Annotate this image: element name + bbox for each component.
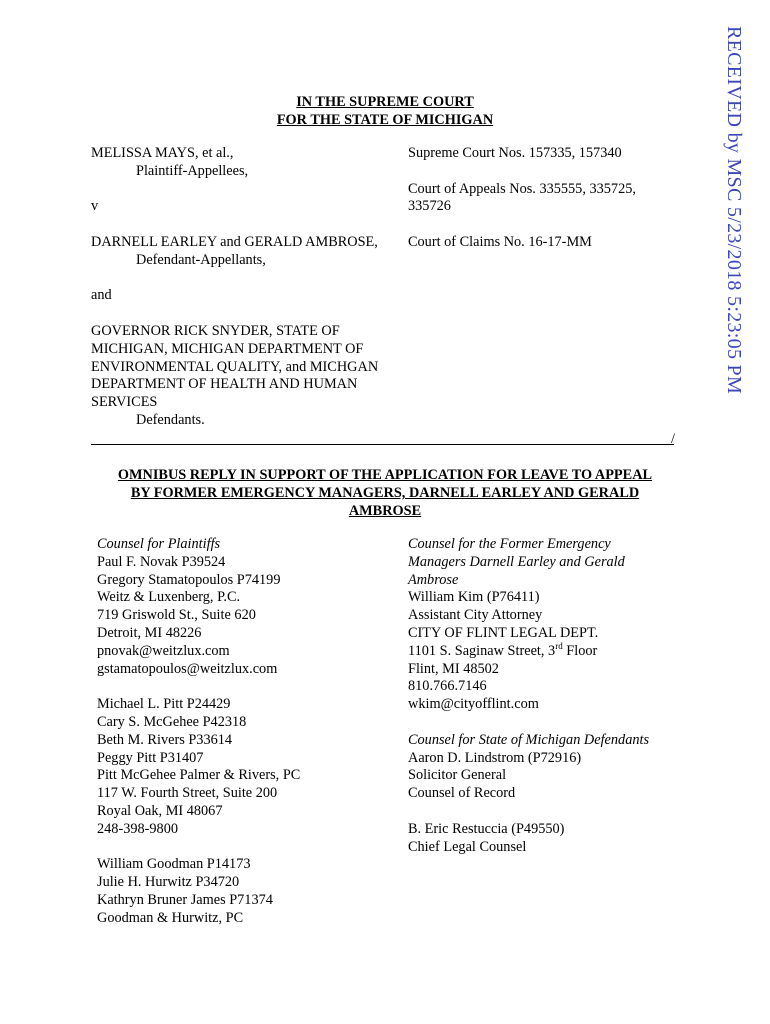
other-defendant-role: Defendants. <box>136 411 205 428</box>
defendant-name: DARNELL EARLEY and GERALD AMBROSE, <box>91 233 378 250</box>
other-defendant-line: GOVERNOR RICK SNYDER, STATE OF <box>91 322 340 339</box>
counsel-line: Detroit, MI 48226 <box>97 624 202 641</box>
counsel-line: Solicitor General <box>408 767 507 784</box>
counsel-line: Gregory Stamatopoulos P74199 <box>97 571 281 588</box>
counsel-line: Flint, MI 48502 <box>408 660 499 677</box>
plaintiff-name: MELISSA MAYS, et al., <box>91 145 234 161</box>
other-defendant-line: DEPARTMENT OF HEALTH AND HUMAN <box>91 376 358 393</box>
counsel-line: Julie H. Hurwitz P34720 <box>97 874 240 891</box>
counsel-line: Michael L. Pitt P24429 <box>97 696 231 713</box>
other-defendant-line: ENVIRONMENTAL QUALITY, and MICHGAN <box>91 358 379 375</box>
counsel-heading: Ambrose <box>408 571 459 588</box>
counsel-line: Royal Oak, MI 48067 <box>97 802 223 819</box>
counsel-line: CITY OF FLINT LEGAL DEPT. <box>408 624 599 641</box>
counsel-line: Assistant City Attorney <box>408 607 543 624</box>
counsel-email: gstamatopoulos@weitzlux.com <box>97 660 278 677</box>
counsel-line: William Goodman P14173 <box>97 856 251 873</box>
document-title-line3: AMBROSE <box>348 503 422 519</box>
plaintiff-role: Plaintiff-Appellees, <box>136 162 249 179</box>
supreme-court-nos: Supreme Court Nos. 157335, 157340 <box>408 145 622 161</box>
caption-rule-end: / <box>671 431 675 447</box>
counsel-line: William Kim (P76411) <box>408 589 540 606</box>
caption-right <box>408 145 636 252</box>
counsel-line: Goodman & Hurwitz, PC <box>97 909 244 926</box>
counsel-line: B. Eric Restuccia (P49550) <box>408 820 565 837</box>
counsel-address <box>408 643 649 661</box>
counsel-line: Cary S. McGehee P42318 <box>97 713 247 730</box>
appeals-nos-line2: 335726 <box>408 198 451 215</box>
appeals-nos-line1: Court of Appeals Nos. 335555, 335725, <box>408 180 636 197</box>
counsel-line: Weitz & Luxenberg, P.C. <box>97 589 241 606</box>
counsel-heading: Counsel for State of Michigan Defendants <box>408 731 650 748</box>
versus: v <box>91 198 99 215</box>
address-street: 1101 S. Saginaw Street, 3 <box>408 642 556 659</box>
court-header-line2: FOR THE STATE OF MICHIGAN <box>276 112 494 128</box>
caption-left <box>91 145 378 430</box>
counsel-email: wkim@cityofflint.com <box>408 696 539 713</box>
caption-rule <box>91 444 674 445</box>
counsel-line: Counsel of Record <box>408 785 516 802</box>
counsel-line: 719 Griswold St., Suite 620 <box>97 607 256 624</box>
other-defendant-line: SERVICES <box>91 394 158 411</box>
counsel-line: Kathryn Bruner James P71374 <box>97 891 273 908</box>
counsel-plaintiffs <box>97 536 300 928</box>
counsel-line: Paul F. Novak P39524 <box>97 553 226 570</box>
counsel-line: Aaron D. Lindstrom (P72916) <box>408 749 582 766</box>
counsel-defendants <box>408 536 649 856</box>
received-stamp: RECEIVED by MSC 5/23/2018 5:23:05 PM <box>722 26 745 395</box>
counsel-phone: 248-398-9800 <box>97 820 179 837</box>
court-header-line1: IN THE SUPREME COURT <box>296 94 474 110</box>
claims-no: Court of Claims No. 16-17-MM <box>408 233 592 250</box>
other-defendant-line: MICHIGAN, MICHIGAN DEPARTMENT OF <box>91 340 364 357</box>
document-title-line1: OMNIBUS REPLY IN SUPPORT OF THE APPLICATION FOR LEAVE TO APPEAL <box>117 467 653 483</box>
address-ordinal: rd <box>555 641 563 652</box>
counsel-line: 117 W. Fourth Street, Suite 200 <box>97 785 278 802</box>
counsel-line: Beth M. Rivers P33614 <box>97 731 233 748</box>
counsel-heading: Counsel for the Former Emergency <box>408 536 611 552</box>
counsel-phone: 810.766.7146 <box>408 678 487 695</box>
counsel-line: Pitt McGehee Palmer & Rivers, PC <box>97 767 301 784</box>
counsel-line: Peggy Pitt P31407 <box>97 749 204 766</box>
document-title-line2: BY FORMER EMERGENCY MANAGERS, DARNELL EARLEY AND GERALD <box>130 485 640 501</box>
and-conjunction: and <box>91 287 112 304</box>
counsel-email: pnovak@weitzlux.com <box>97 642 230 659</box>
counsel-line: Chief Legal Counsel <box>408 838 527 855</box>
counsel-heading: Managers Darnell Earley and Gerald <box>408 553 625 570</box>
counsel-heading: Counsel for Plaintiffs <box>97 536 221 552</box>
address-floor: Floor <box>562 642 598 659</box>
defendant-role: Defendant-Appellants, <box>136 251 266 268</box>
